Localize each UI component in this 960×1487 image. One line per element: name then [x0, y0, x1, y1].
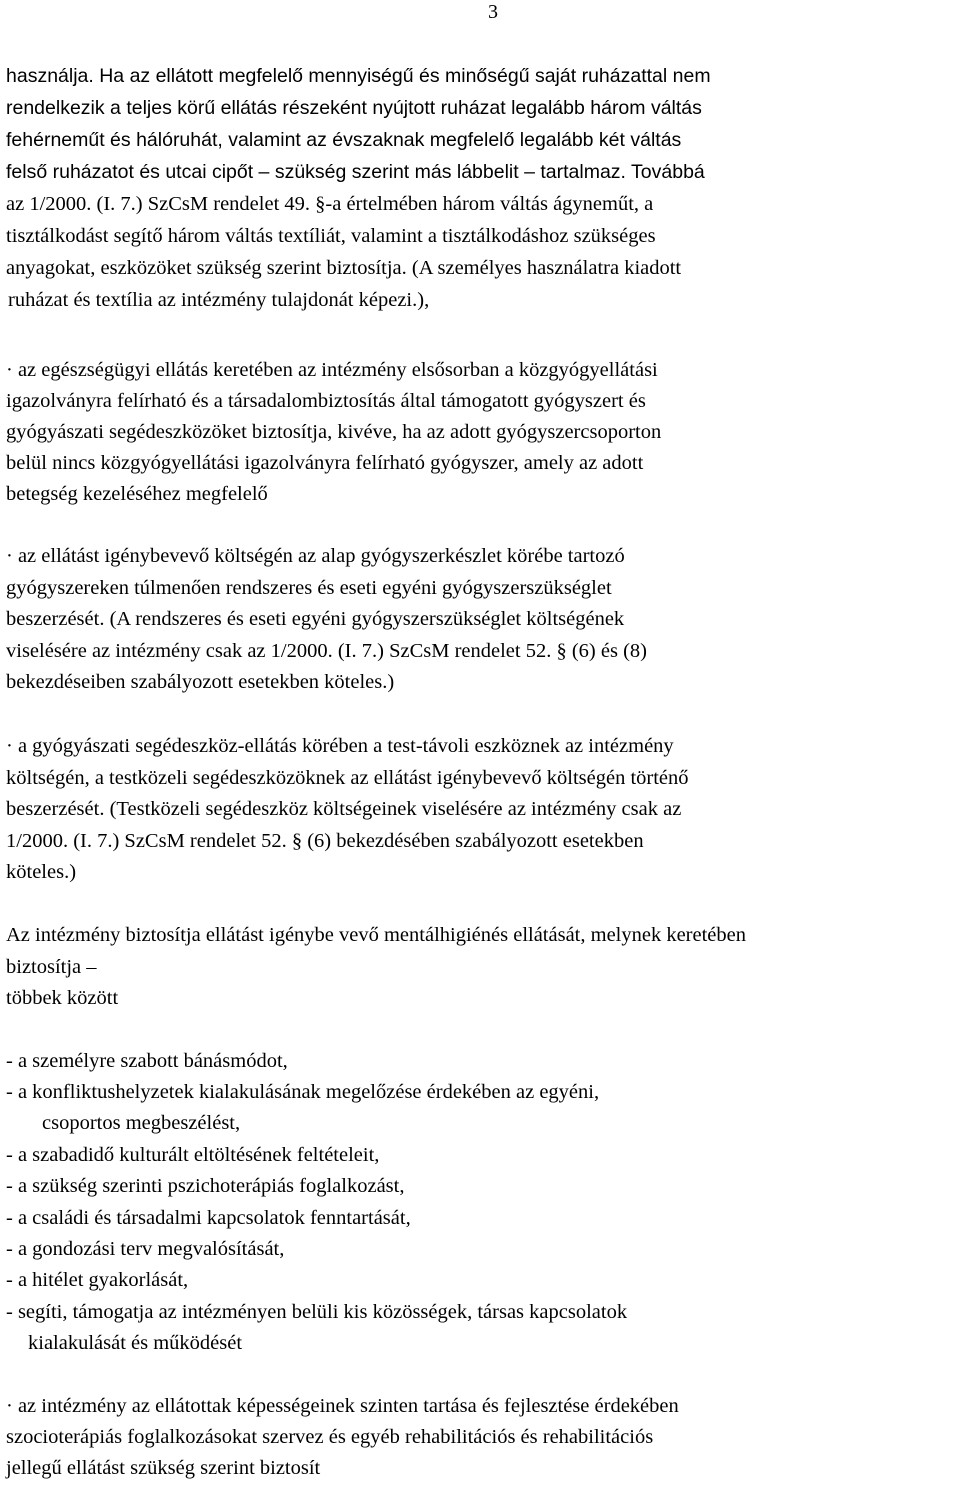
list-item: - a gondozási terv megvalósítását,	[6, 1238, 285, 1260]
text-line: jellegű ellátást szükség szerint biztosít	[6, 1457, 321, 1479]
text-line: fehérneműt és hálóruhát, valamint az évszaknak megfelelő legalább két váltás	[6, 129, 682, 151]
text-line: · a gyógyászati segédeszköz-ellátás körében a test-távoli eszköznek az intézmény	[6, 735, 674, 757]
list-item-continuation: csoportos megbeszélést,	[42, 1112, 241, 1134]
text-line: 1/2000. (I. 7.) SzCsM rendelet 52. § (6) bekezdésében szabályozott esetekben	[6, 830, 644, 852]
text-line: gyógyszereken túlmenően rendszeres és eseti egyéni gyógyszerszükséglet	[6, 577, 612, 599]
text-line: viselésére az intézmény csak az 1/2000. (I. 7.) SzCsM rendelet 52. § (6) és (8)	[6, 640, 647, 662]
text-line: Az intézmény biztosítja ellátást igénybe vevő mentálhigiénés ellátását, melynek keretében	[6, 924, 747, 946]
text-line: igazolványra felírható és a társadalombiztosítás által támogatott gyógyszert és	[6, 390, 646, 412]
text-line: · az ellátást igénybevevő költségén az alap gyógyszerkészlet körébe tartozó	[6, 545, 625, 567]
text-line: használja. Ha az ellátott megfelelő mennyiségű és minőségű saját ruházattal nem	[6, 65, 711, 87]
list-item: - segíti, támogatja az intézményen belüli kis közösségek, társas kapcsolatok	[6, 1301, 628, 1323]
text-line: · az egészségügyi ellátás keretében az intézmény elsősorban a közgyógyellátási	[6, 359, 658, 381]
text-line: · az intézmény az ellátottak képességeinek szinten tartása és fejlesztése érdekében	[6, 1395, 679, 1417]
text-line: ruházat és textília az intézmény tulajdonát képezi.),	[8, 289, 430, 311]
list-item: - a konfliktushelyzetek kialakulásának megelőzése érdekében az egyéni,	[6, 1081, 600, 1103]
text-line: bekezdéseiben szabályozott esetekben köteles.)	[6, 671, 395, 693]
list-item: - a személyre szabott bánásmódot,	[6, 1050, 288, 1072]
list-item: - a hitélet gyakorlását,	[6, 1269, 189, 1291]
text-line: betegség kezeléséhez megfelelő	[6, 483, 268, 505]
text-line: szocioterápiás foglalkozásokat szervez és egyéb rehabilitációs és rehabilitációs	[6, 1426, 654, 1448]
text-line: anyagokat, eszközöket szükség szerint biztosítja. (A személyes használatra kiadott	[6, 257, 682, 279]
text-line: belül nincs közgyógyellátási igazolványra felírható gyógyszer, amely az adott	[6, 452, 644, 474]
text-line: az 1/2000. (I. 7.) SzCsM rendelet 49. §-a értelmében három váltás ágyneműt, a	[6, 193, 654, 215]
text-line: tisztálkodást segítő három váltás textíliát, valamint a tisztálkodáshoz szükséges	[6, 225, 656, 247]
list-item: - a szabadidő kulturált eltöltésének feltételeit,	[6, 1144, 380, 1166]
list-item-continuation: kialakulását és működését	[28, 1332, 243, 1354]
page-number: 3	[488, 1, 498, 23]
text-line: rendelkezik a teljes körű ellátás részeként nyújtott ruházat legalább három váltás	[6, 97, 702, 119]
text-line: felső ruházatot és utcai cipőt – szükség szerint más lábbelit – tartalmaz. Továbbá	[6, 161, 705, 183]
text-line: beszerzését. (Testközeli segédeszköz költségeinek viselésére az intézmény csak az	[6, 798, 682, 820]
text-line: gyógyászati segédeszközöket biztosítja, kivéve, ha az adott gyógyszercsoporton	[6, 421, 662, 443]
text-line: beszerzését. (A rendszeres és eseti egyéni gyógyszerszükséglet költségének	[6, 608, 625, 630]
text-line: biztosítja –	[6, 956, 97, 978]
list-item: - a szükség szerinti pszichoterápiás foglalkozást,	[6, 1175, 405, 1197]
list-item: - a családi és társadalmi kapcsolatok fenntartását,	[6, 1207, 411, 1229]
text-line: többek között	[6, 987, 119, 1009]
text-line: köteles.)	[6, 861, 77, 883]
text-line: költségén, a testközeli segédeszközöknek az ellátást igénybevevő költségén történő	[6, 767, 689, 789]
